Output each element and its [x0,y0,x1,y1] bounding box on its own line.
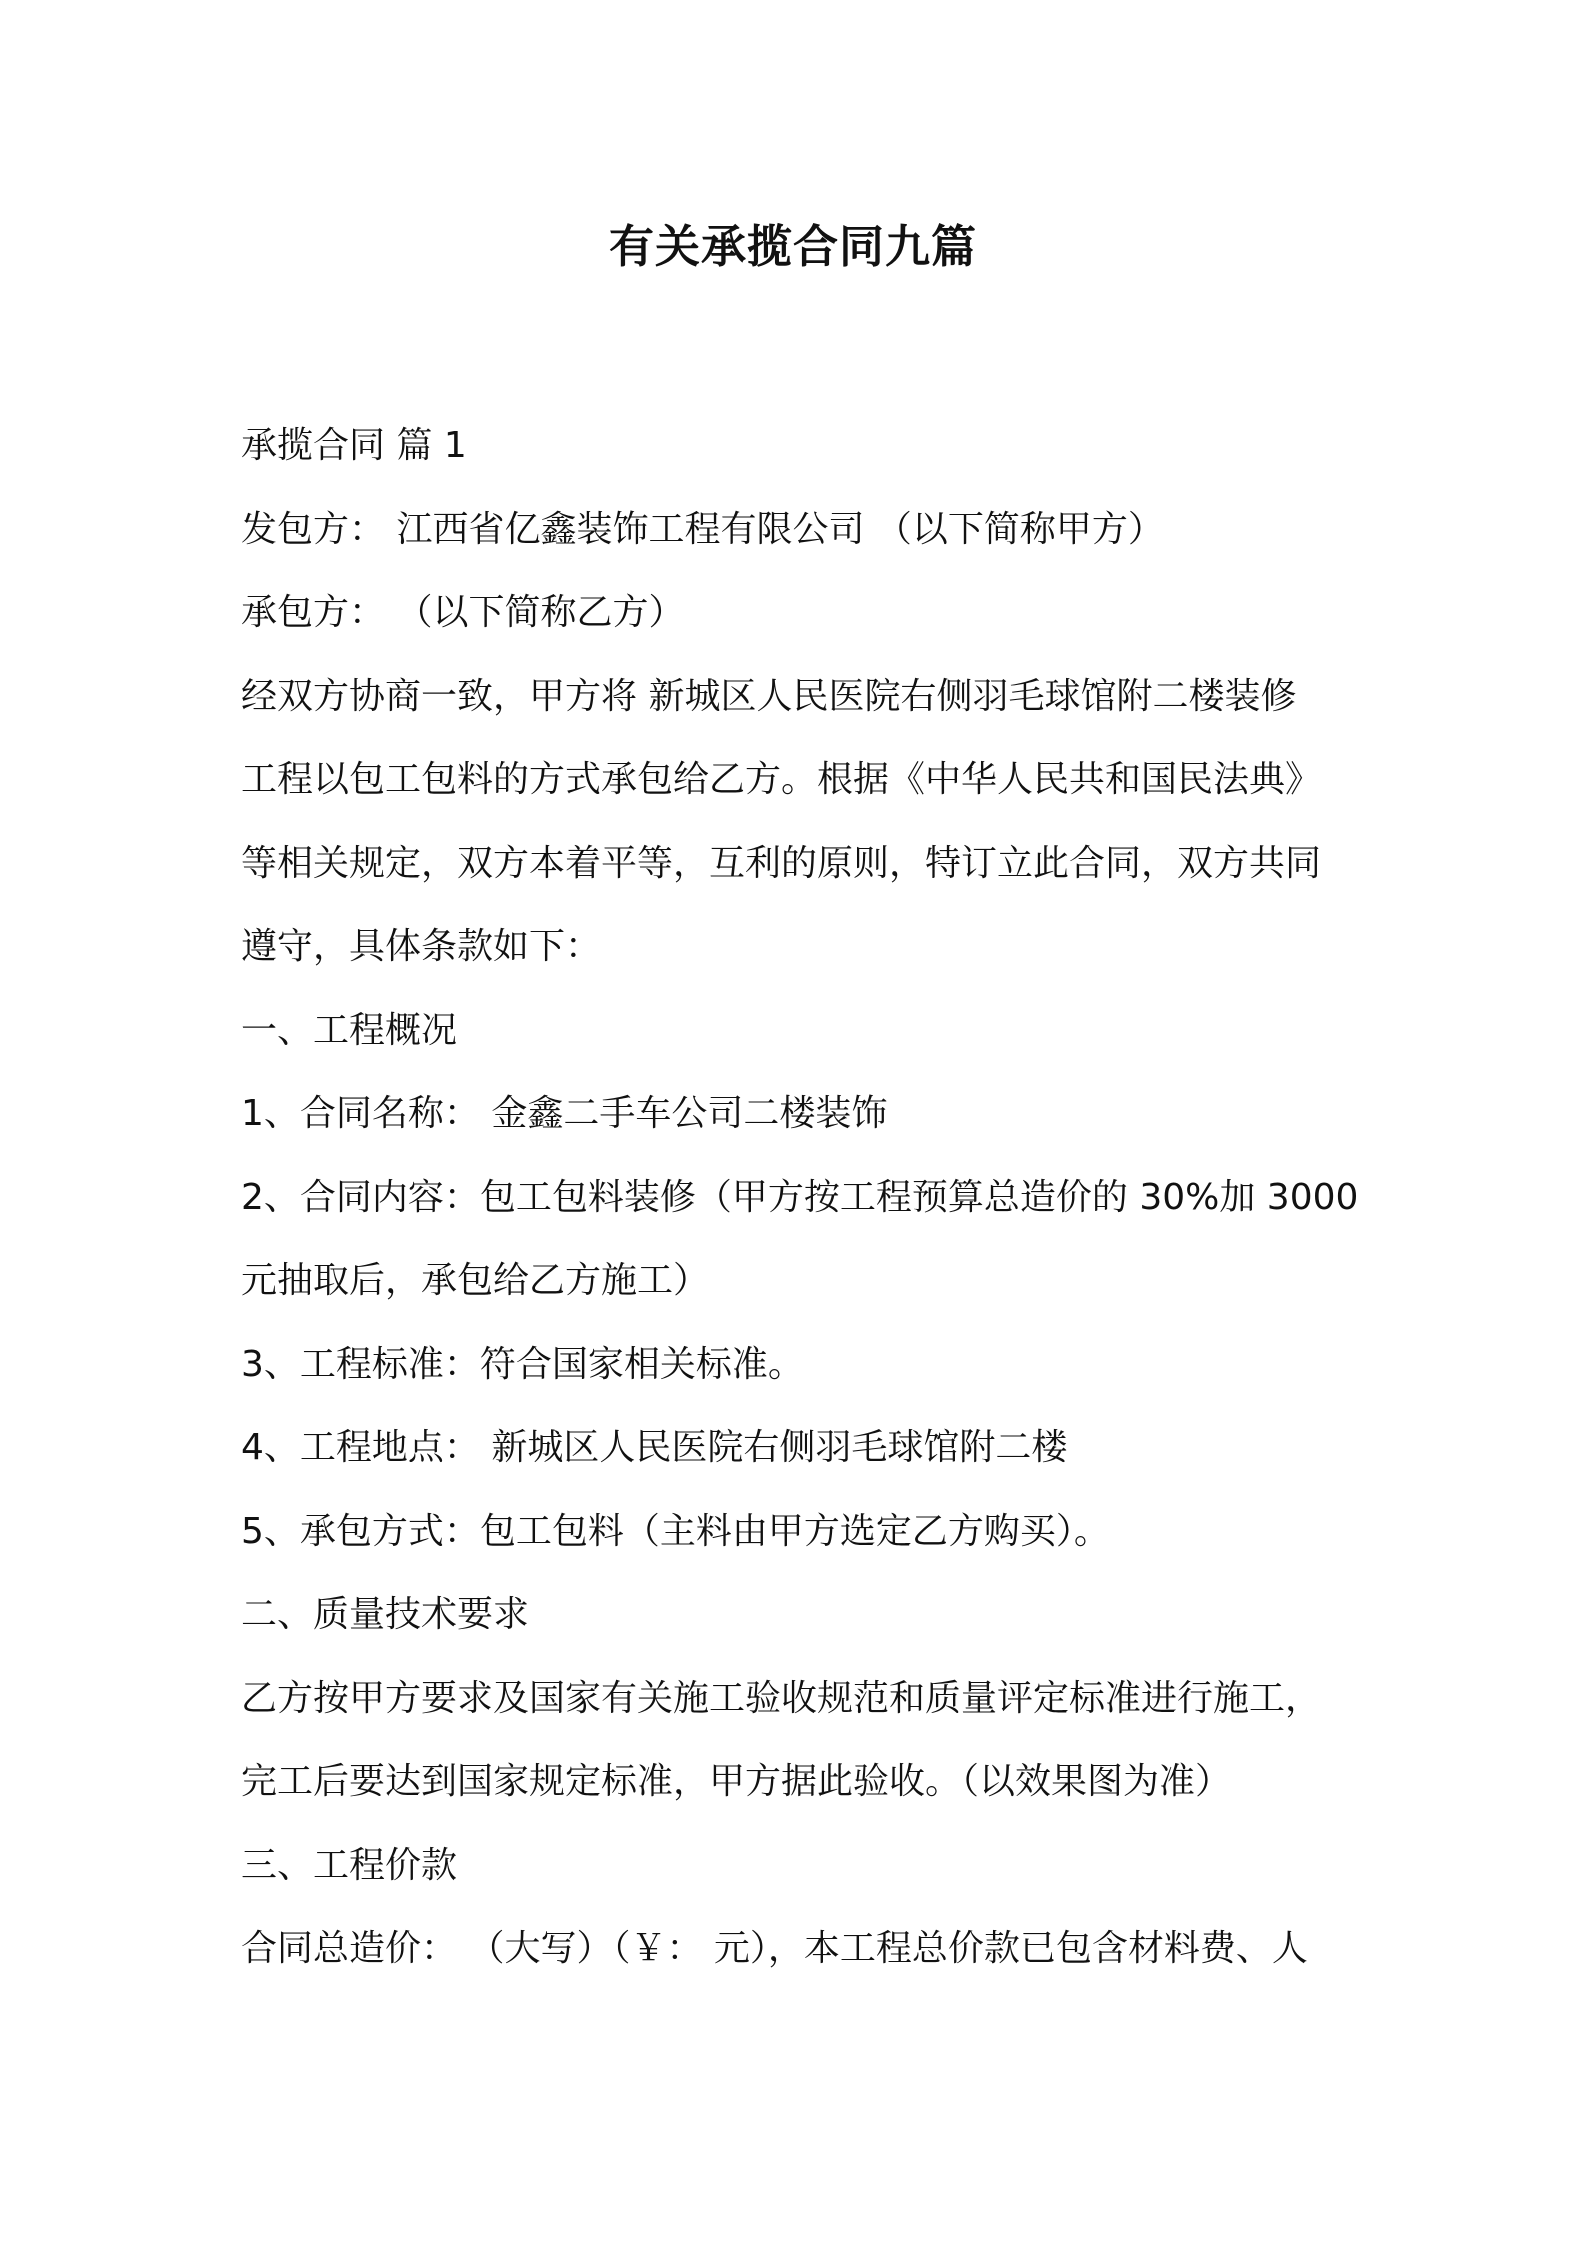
document-body [241,404,1361,1991]
paragraph-line: 等相关规定，双方本着平等，互利的原则，特订立此合同，双方共同 [241,842,1322,884]
paragraph-line: 经双方协商一致，甲方将 新城区人民医院右侧羽毛球馆附二楼装修 [241,675,1297,717]
paragraph-line: 乙方按甲方要求及国家有关施工验收规范和质量评定标准进行施工， [241,1677,1322,1719]
section-heading-contract-1: 承揽合同 篇 1 [241,425,467,466]
section-heading-project-overview: 一、工程概况 [241,1009,458,1051]
clause-contract-content-continued: 元抽取后，承包给乙方施工） [241,1260,710,1301]
clause-contract-content: 2、合同内容：包工包料装修（甲方按工程预算总造价的 30%加 3000 [241,1176,1359,1218]
clause-contracting-method: 5、承包方式：包工包料（主料由甲方选定乙方购买）。 [241,1510,1110,1552]
paragraph-line: 遵守，具体条款如下： [241,926,602,967]
clause-contract-name: 1、合同名称： 金鑫二手车公司二楼装饰 [241,1093,888,1134]
party-b-line: 承包方： （以下简称乙方） [241,592,685,633]
clause-total-price: 合同总造价： （大写）（￥： 元），本工程总价款已包含材料费、人 [241,1928,1308,1969]
section-heading-project-price: 三、工程价款 [241,1844,458,1886]
paragraph-line: 工程以包工包料的方式承包给乙方。根据《中华人民共和国民法典》 [241,759,1322,800]
clause-project-location: 4、工程地点： 新城区人民医院右侧羽毛球馆附二楼 [241,1427,1068,1468]
paragraph-line: 完工后要达到国家规定标准，甲方据此验收。（以效果图为准） [241,1761,1232,1802]
clause-project-standard: 3、工程标准：符合国家相关标准。 [241,1343,804,1385]
section-heading-quality-requirements: 二、质量技术要求 [241,1594,530,1635]
party-a-line: 发包方： 江西省亿鑫装饰工程有限公司 （以下简称甲方） [241,508,1164,550]
document-title: 有关承揽合同九篇 [608,220,977,273]
